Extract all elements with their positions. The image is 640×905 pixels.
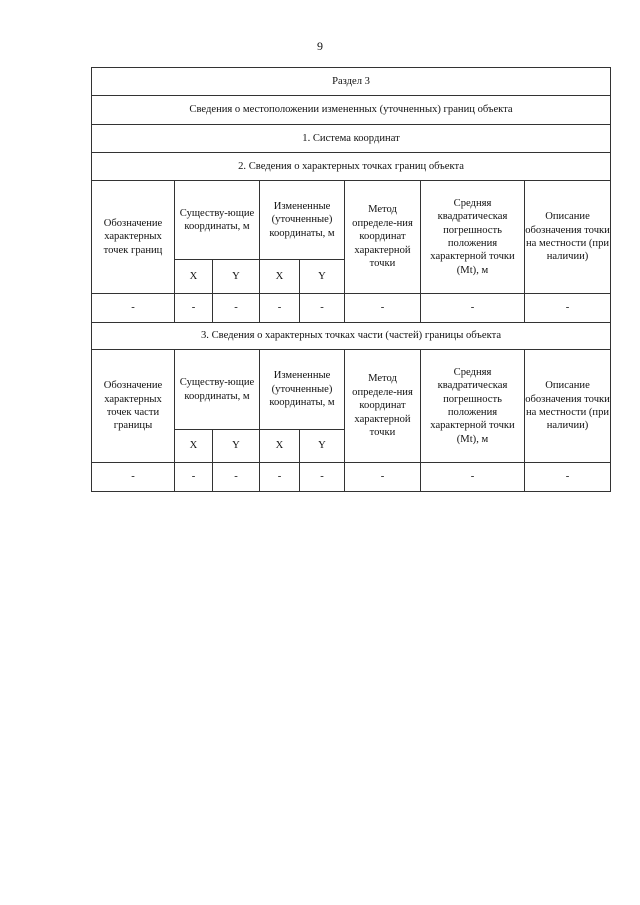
table2-header-designation: Обозначение характерных точек части границы [92, 350, 175, 463]
table1-cell: - [525, 294, 611, 323]
table2-data-row [92, 463, 611, 492]
boundary-points-heading-row [92, 153, 611, 181]
table2-cell: - [92, 463, 175, 492]
table1-header-changed-x: X [260, 260, 300, 294]
table1-data-row [92, 294, 611, 323]
table1-header-existing: Существу-ющие координаты, м [175, 181, 260, 260]
section-title: Раздел 3 [92, 68, 611, 96]
section-title-row [92, 68, 611, 96]
table2-cell: - [213, 463, 260, 492]
table1-header-changed: Измененные (уточненные) координаты, м [260, 181, 345, 260]
table2-header-method: Метод определе-ния координат характерной точки [345, 350, 421, 463]
table2-cell: - [260, 463, 300, 492]
boundary-points-heading: 2. Сведения о характерных точках границ объекта [92, 153, 611, 181]
table1-cell: - [175, 294, 213, 323]
table2-header-existing: Существу-ющие координаты, м [175, 350, 260, 430]
table2-header-changed-x: X [260, 430, 300, 463]
table1-header-error: Средняя квадратическая погрешность положения характерной точки (Mt), м [421, 181, 525, 294]
part-boundary-heading-row [92, 323, 611, 350]
table1-header-changed-y: Y [300, 260, 345, 294]
table2-header-existing-y: Y [213, 430, 260, 463]
table2-cell: - [525, 463, 611, 492]
table1-cell: - [345, 294, 421, 323]
table1-header-designation: Обозначение характерных точек границ [92, 181, 175, 294]
table2-header-error: Средняя квадратическая погрешность положения характерной точки (Mt), м [421, 350, 525, 463]
table1-header-existing-y: Y [213, 260, 260, 294]
part-boundary-heading: 3. Сведения о характерных точках части (частей) границы объекта [92, 323, 611, 350]
table1-cell: - [421, 294, 525, 323]
table1-cell: - [213, 294, 260, 323]
table2-cell: - [300, 463, 345, 492]
table1-cell: - [92, 294, 175, 323]
coordinate-system-row [92, 125, 611, 153]
coordinate-system-label: 1. Система координат [92, 125, 611, 153]
table2-cell: - [175, 463, 213, 492]
table1-header-existing-x: X [175, 260, 213, 294]
page-number: 9 [317, 39, 323, 53]
table2-header-description: Описание обозначения точки на местности (при наличии) [525, 350, 611, 463]
table2-header-existing-x: X [175, 430, 213, 463]
section-table [91, 67, 611, 492]
table1-header-description: Описание обозначения точки на местности (при наличии) [525, 181, 611, 294]
section-subtitle-row [92, 96, 611, 125]
table1-header-row [92, 181, 611, 260]
table2-header-changed: Измененные (уточненные) координаты, м [260, 350, 345, 430]
table1-cell: - [300, 294, 345, 323]
table2-cell: - [345, 463, 421, 492]
section-subtitle: Сведения о местоположении измененных (уточненных) границ объекта [92, 96, 611, 125]
table1-header-method: Метод определе-ния координат характерной точки [345, 181, 421, 294]
table2-header-row [92, 350, 611, 430]
table2-header-changed-y: Y [300, 430, 345, 463]
table2-cell: - [421, 463, 525, 492]
table1-cell: - [260, 294, 300, 323]
